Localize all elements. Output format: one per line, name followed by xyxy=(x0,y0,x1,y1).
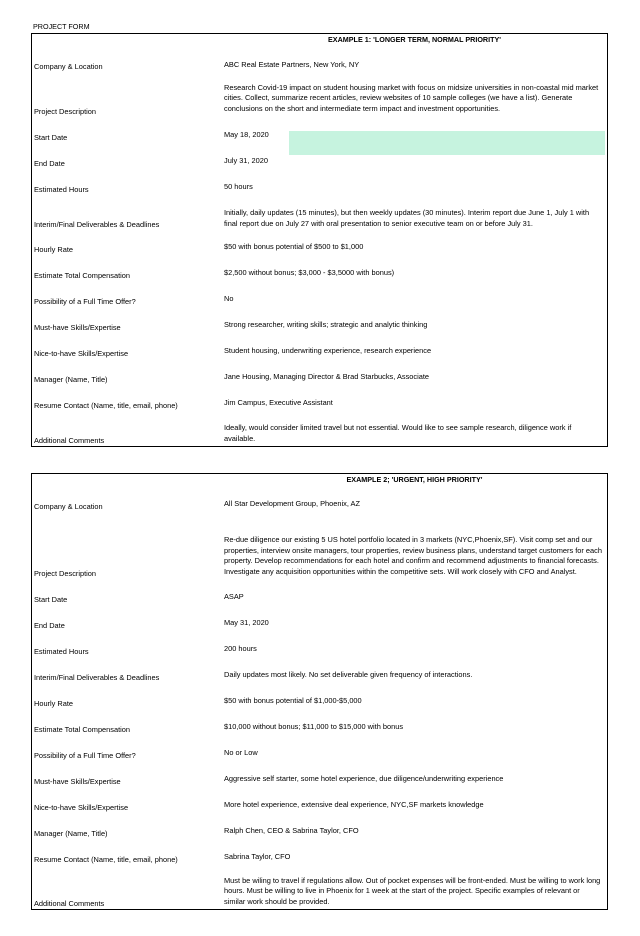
field-value: ASAP xyxy=(224,591,244,601)
field-label: Manager (Name, Title) xyxy=(34,375,108,384)
field-value: July 31, 2020 xyxy=(224,155,268,165)
field-value: Jane Housing, Managing Director & Brad Starbucks, Associate xyxy=(224,371,429,381)
field-label: Project Description xyxy=(34,569,97,578)
field-label: Estimate Total Compensation xyxy=(34,271,130,280)
field-label: Hourly Rate xyxy=(34,245,74,254)
field-label: Possibility of a Full Time Offer? xyxy=(34,297,136,306)
field-label: Estimated Hours xyxy=(34,647,89,656)
field-value: Aggressive self starter, some hotel experience, due diligence/underwriting experience xyxy=(224,773,504,783)
field-value: Ideally, would consider limited travel but not essential. Would like to see sample research, diligence work if available. xyxy=(224,423,572,443)
field-value: May 31, 2020 xyxy=(224,617,269,627)
field-value: Jim Campus, Executive Assistant xyxy=(224,397,333,407)
field-value: Initially, daily updates (15 minutes), but then weekly updates (30 minutes). Interim report due June 1, July 1 with final report due on July 27 with oral presentation to senior executive team on or before July 31. xyxy=(224,208,590,228)
field-label: Must-have Skills/Expertise xyxy=(34,323,121,332)
field-value: $50 with bonus potential of $500 to $1,000 xyxy=(224,241,364,251)
field-label: Company & Location xyxy=(34,62,103,71)
field-label: Start Date xyxy=(34,595,68,604)
field-label: Possibility of a Full Time Offer? xyxy=(34,751,136,760)
field-label: Nice-to-have Skills/Expertise xyxy=(34,803,129,812)
field-value: Student housing, underwriting experience, research experience xyxy=(224,345,432,355)
field-label: Company & Location xyxy=(34,502,103,511)
field-row xyxy=(32,474,607,908)
field-value: 50 hours xyxy=(224,181,253,191)
field-label: Interim/Final Deliverables & Deadlines xyxy=(34,220,160,229)
field-value: ABC Real Estate Partners, New York, NY xyxy=(224,59,360,69)
field-label: Additional Comments xyxy=(34,436,105,445)
field-label: End Date xyxy=(34,159,65,168)
form-title: PROJECT FORM xyxy=(33,22,90,31)
field-label: Resume Contact (Name, title, email, phone) xyxy=(34,855,178,864)
field-label: Estimated Hours xyxy=(34,185,89,194)
field-value: No xyxy=(224,293,234,303)
field-value: $50 with bonus potential of $1,000-$5,000 xyxy=(224,695,362,705)
example-1-title: EXAMPLE 1: 'LONGER TERM, NORMAL PRIORITY' xyxy=(328,35,501,44)
field-value: Strong researcher, writing skills; strategic and analytic thinking xyxy=(224,319,428,329)
field-label: Interim/Final Deliverables & Deadlines xyxy=(34,673,160,682)
field-value: Sabrina Taylor, CFO xyxy=(224,851,291,861)
field-value: All Star Development Group, Phoenix, AZ xyxy=(224,498,360,508)
field-value: May 18, 2020 xyxy=(224,129,269,139)
field-label: Start Date xyxy=(34,133,68,142)
field-row xyxy=(32,34,607,445)
field-label: Resume Contact (Name, title, email, phone) xyxy=(34,401,178,410)
field-label: Project Description xyxy=(34,107,97,116)
field-label: End Date xyxy=(34,621,65,630)
field-value: Re-due diligence our existing 5 US hotel portfolio located in 3 markets (NYC,Phoenix,SF). Visit comp set and our properties, interview onsite managers, tour properties, review business plans, understand target customers for each property. Develop recommendations for each hotel and confirm and recommend adjustments to financial forecasts. Investigate any acquisition opportunities within the competitive sets. Will work closely with CFO and Analyst. xyxy=(224,535,602,576)
example-2-block xyxy=(31,473,608,910)
field-value: No or Low xyxy=(224,747,258,757)
field-label: Nice-to-have Skills/Expertise xyxy=(34,349,129,358)
field-value: Ralph Chen, CEO & Sabrina Taylor, CFO xyxy=(224,825,359,835)
field-label: Estimate Total Compensation xyxy=(34,725,130,734)
field-label: Hourly Rate xyxy=(34,699,74,708)
field-value: Daily updates most likely. No set deliverable given frequency of interactions. xyxy=(224,669,473,679)
field-value: $10,000 without bonus; $11,000 to $15,000 with bonus xyxy=(224,721,404,731)
field-value: More hotel experience, extensive deal experience, NYC,SF markets knowledge xyxy=(224,799,484,809)
example-1-block xyxy=(31,33,608,447)
example-2-title: EXAMPLE 2; 'URGENT, HIGH PRIORITY' xyxy=(346,475,483,484)
field-label: Must-have Skills/Expertise xyxy=(34,777,121,786)
field-value: Must be wiling to travel if regulations allow. Out of pocket expenses will be front-ended. Must be willing to work long hours. Must be willing to live in Phoenix for 1 week at the start of the project. Specific examples of relevant or similar work should be provided. xyxy=(224,875,601,906)
field-value: 200 hours xyxy=(224,643,257,653)
field-label: Additional Comments xyxy=(34,899,105,908)
field-label: Manager (Name, Title) xyxy=(34,829,108,838)
field-value: $2,500 without bonus; $3,000 - $3,5000 with bonus) xyxy=(224,267,395,277)
field-value: Research Covid-19 impact on student housing market with focus on midsize universities in non-coastal mid market cities. Collect, summarize recent articles, review websites of 10 sample colleges (we have a list). Generate conclusions on the short and intermediate term impact and investment opportunities. xyxy=(224,82,599,113)
